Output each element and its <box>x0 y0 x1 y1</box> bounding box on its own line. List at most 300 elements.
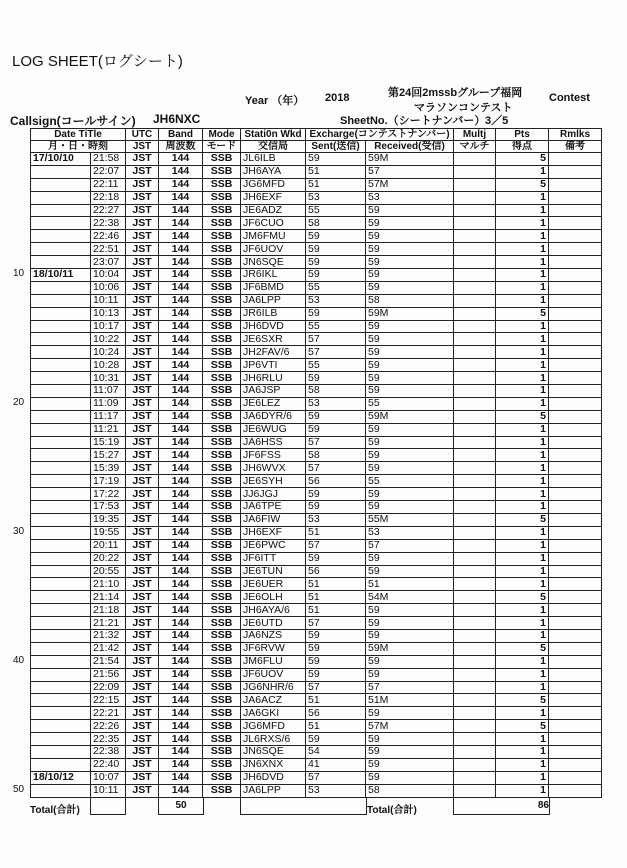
col-utc: UTC <box>126 129 159 141</box>
cell-sent: 58 <box>306 385 366 398</box>
table-row <box>31 281 602 294</box>
cell-received: 59 <box>366 552 454 565</box>
cell-pts: 1 <box>496 604 549 617</box>
cell-pts: 5 <box>496 642 549 655</box>
cell-mode: SSB <box>203 372 241 385</box>
cell-remarks <box>549 733 602 746</box>
cell-station: JH6AYA <box>241 165 306 178</box>
cell-date <box>31 372 91 385</box>
cell-time: 10:17 <box>91 320 126 333</box>
cell-remarks <box>549 397 602 410</box>
table-row <box>31 733 602 746</box>
cell-remarks <box>549 668 602 681</box>
cell-date <box>31 423 91 436</box>
cell-remarks <box>549 307 602 320</box>
cell-received: 57 <box>366 165 454 178</box>
cell-pts: 1 <box>496 333 549 346</box>
table-row <box>31 578 602 591</box>
cell-time: 15:19 <box>91 436 126 449</box>
cell-pts: 1 <box>496 539 549 552</box>
cell-utc: JST <box>126 501 159 514</box>
col-station-jp: 交信局 <box>241 141 306 153</box>
cell-station: JN6XNX <box>241 758 306 771</box>
cell-utc: JST <box>126 217 159 230</box>
cell-multi <box>454 488 496 501</box>
cell-received: 59 <box>366 346 454 359</box>
cell-multi <box>454 397 496 410</box>
cell-mode: SSB <box>203 668 241 681</box>
cell-station: JA6HSS <box>241 436 306 449</box>
cell-pts: 1 <box>496 423 549 436</box>
cell-utc: JST <box>126 153 159 166</box>
header-row-2 <box>31 141 602 153</box>
cell-utc: JST <box>126 436 159 449</box>
cell-date <box>31 720 91 733</box>
cell-multi <box>454 513 496 526</box>
cell-utc: JST <box>126 745 159 758</box>
cell-date <box>31 230 91 243</box>
cell-multi <box>454 385 496 398</box>
cell-remarks <box>549 449 602 462</box>
cell-multi <box>454 720 496 733</box>
cell-station: JG6NHR/6 <box>241 681 306 694</box>
cell-received: 59 <box>366 488 454 501</box>
cell-pts: 1 <box>496 578 549 591</box>
cell-date <box>31 165 91 178</box>
cell-band: 144 <box>159 655 203 668</box>
cell-received: 59 <box>366 629 454 642</box>
cell-band: 144 <box>159 217 203 230</box>
cell-station: JA6LPP <box>241 294 306 307</box>
cell-station: JM6FMU <box>241 230 306 243</box>
cell-received: 59 <box>366 771 454 784</box>
cell-multi <box>454 745 496 758</box>
cell-band: 144 <box>159 745 203 758</box>
col-remarks-jp: 備考 <box>549 141 602 153</box>
cell-pts: 5 <box>496 410 549 423</box>
cell-sent: 53 <box>306 784 366 797</box>
cell-mode: SSB <box>203 552 241 565</box>
cell-station: JE6LEZ <box>241 397 306 410</box>
cell-time: 22:46 <box>91 230 126 243</box>
cell-remarks <box>549 720 602 733</box>
table-row <box>31 423 602 436</box>
cell-station: JH6DVD <box>241 320 306 333</box>
cell-utc: JST <box>126 372 159 385</box>
cell-band: 144 <box>159 281 203 294</box>
cell-utc: JST <box>126 320 159 333</box>
cell-received: 59M <box>366 153 454 166</box>
cell-pts: 1 <box>496 681 549 694</box>
cell-station: JJ6JGJ <box>241 488 306 501</box>
cell-sent: 59 <box>306 501 366 514</box>
cell-station: JA6GKI <box>241 707 306 720</box>
cell-pts: 1 <box>496 462 549 475</box>
cell-time: 10:22 <box>91 333 126 346</box>
cell-pts: 1 <box>496 294 549 307</box>
cell-date <box>31 629 91 642</box>
cell-received: 51M <box>366 694 454 707</box>
cell-band: 144 <box>159 294 203 307</box>
cell-mode: SSB <box>203 243 241 256</box>
cell-band: 144 <box>159 565 203 578</box>
cell-received: 59 <box>366 668 454 681</box>
cell-utc: JST <box>126 281 159 294</box>
cell-remarks <box>549 565 602 578</box>
cell-station: JA6NZS <box>241 629 306 642</box>
cell-received: 59 <box>366 501 454 514</box>
cell-time: 22:26 <box>91 720 126 733</box>
table-row <box>31 604 602 617</box>
cell-band: 144 <box>159 243 203 256</box>
cell-multi <box>454 359 496 372</box>
cell-utc: JST <box>126 191 159 204</box>
col-date-title: Date TiTle <box>31 129 126 141</box>
cell-station: JH6EXF <box>241 191 306 204</box>
cell-date <box>31 217 91 230</box>
cell-remarks <box>549 526 602 539</box>
cell-pts: 1 <box>496 256 549 269</box>
cell-pts: 1 <box>496 385 549 398</box>
cell-time: 22:35 <box>91 733 126 746</box>
col-station: Stati0n Wkd <box>241 129 306 141</box>
cell-utc: JST <box>126 333 159 346</box>
cell-remarks <box>549 346 602 359</box>
cell-station: JA6FIW <box>241 513 306 526</box>
cell-time: 10:31 <box>91 372 126 385</box>
cell-sent: 51 <box>306 591 366 604</box>
cell-band: 144 <box>159 707 203 720</box>
cell-mode: SSB <box>203 307 241 320</box>
cell-band: 144 <box>159 256 203 269</box>
cell-multi <box>454 333 496 346</box>
cell-date <box>31 501 91 514</box>
cell-mode: SSB <box>203 784 241 797</box>
cell-multi <box>454 758 496 771</box>
row-number: 50 <box>13 784 25 796</box>
cell-utc: JST <box>126 204 159 217</box>
cell-sent: 57 <box>306 539 366 552</box>
cell-pts: 5 <box>496 513 549 526</box>
cell-pts: 1 <box>496 784 549 797</box>
cell-time: 11:17 <box>91 410 126 423</box>
cell-station: JR6IKL <box>241 269 306 282</box>
cell-mode: SSB <box>203 513 241 526</box>
table-row <box>31 320 602 333</box>
cell-remarks <box>549 513 602 526</box>
table-row <box>31 462 602 475</box>
row-number: 40 <box>13 655 25 667</box>
cell-mode: SSB <box>203 539 241 552</box>
cell-mode: SSB <box>203 165 241 178</box>
cell-mode: SSB <box>203 333 241 346</box>
cell-time: 21:10 <box>91 578 126 591</box>
table-row <box>31 397 602 410</box>
cell-station: JA6ACZ <box>241 694 306 707</box>
cell-pts: 5 <box>496 307 549 320</box>
cell-pts: 1 <box>496 204 549 217</box>
table-row <box>31 513 602 526</box>
cell-band: 144 <box>159 642 203 655</box>
cell-pts: 1 <box>496 617 549 630</box>
cell-band: 144 <box>159 462 203 475</box>
cell-multi <box>454 243 496 256</box>
cell-station: JE6SYH <box>241 475 306 488</box>
cell-remarks <box>549 204 602 217</box>
cell-station: JH6RLU <box>241 372 306 385</box>
col-band: Band <box>159 129 203 141</box>
cell-pts: 1 <box>496 629 549 642</box>
cell-received: 59 <box>366 617 454 630</box>
cell-mode: SSB <box>203 578 241 591</box>
cell-sent: 53 <box>306 513 366 526</box>
cell-utc: JST <box>126 604 159 617</box>
col-received: Received(受信) <box>366 141 454 153</box>
cell-mode: SSB <box>203 449 241 462</box>
cell-received: 59 <box>366 604 454 617</box>
cell-band: 144 <box>159 204 203 217</box>
cell-sent: 58 <box>306 449 366 462</box>
contest-label: Contest <box>549 92 590 104</box>
cell-station: JE6TUN <box>241 565 306 578</box>
col-multi-jp: マルチ <box>454 141 496 153</box>
cell-station: JH6EXF <box>241 526 306 539</box>
cell-received: 54M <box>366 591 454 604</box>
cell-multi <box>454 539 496 552</box>
cell-time: 22:27 <box>91 204 126 217</box>
cell-remarks <box>549 333 602 346</box>
cell-station: JF6BMD <box>241 281 306 294</box>
cell-mode: SSB <box>203 720 241 733</box>
cell-date <box>31 410 91 423</box>
cell-utc: JST <box>126 513 159 526</box>
cell-sent: 51 <box>306 694 366 707</box>
cell-time: 21:58 <box>91 153 126 166</box>
col-multi: Multj <box>454 129 496 141</box>
cell-mode: SSB <box>203 501 241 514</box>
col-mode-jp: モード <box>203 141 241 153</box>
contest-name-line2: マラソンコンテスト <box>414 102 513 114</box>
cell-multi <box>454 307 496 320</box>
cell-date <box>31 333 91 346</box>
cell-remarks <box>549 191 602 204</box>
cell-station: JE6UER <box>241 578 306 591</box>
cell-pts: 1 <box>496 269 549 282</box>
cell-sent: 59 <box>306 642 366 655</box>
table-row <box>31 784 602 797</box>
cell-received: 59 <box>366 565 454 578</box>
cell-pts: 1 <box>496 733 549 746</box>
cell-band: 144 <box>159 668 203 681</box>
cell-received: 59 <box>366 745 454 758</box>
cell-time: 10:06 <box>91 281 126 294</box>
cell-pts: 1 <box>496 501 549 514</box>
cell-remarks <box>549 539 602 552</box>
table-row <box>31 501 602 514</box>
cell-sent: 59 <box>306 733 366 746</box>
cell-remarks <box>549 462 602 475</box>
cell-received: 57M <box>366 720 454 733</box>
cell-date <box>31 294 91 307</box>
cell-utc: JST <box>126 629 159 642</box>
cell-utc: JST <box>126 681 159 694</box>
cell-pts: 1 <box>496 475 549 488</box>
cell-time: 22:11 <box>91 178 126 191</box>
cell-multi <box>454 372 496 385</box>
cell-utc: JST <box>126 165 159 178</box>
cell-station: JP6VTI <box>241 359 306 372</box>
cell-station: JH6AYA/6 <box>241 604 306 617</box>
cell-sent: 58 <box>306 217 366 230</box>
cell-date <box>31 243 91 256</box>
cell-mode: SSB <box>203 629 241 642</box>
cell-sent: 59 <box>306 269 366 282</box>
cell-time: 22:09 <box>91 681 126 694</box>
cell-station: JF6CUO <box>241 217 306 230</box>
cell-mode: SSB <box>203 565 241 578</box>
cell-remarks <box>549 230 602 243</box>
cell-station: JF6UOV <box>241 668 306 681</box>
year-label: Year （年） <box>245 95 305 107</box>
contest-name-line1: 第24回2mssbグループ福岡 <box>388 87 523 99</box>
row-number: 20 <box>13 397 25 409</box>
cell-pts: 1 <box>496 436 549 449</box>
cell-band: 144 <box>159 230 203 243</box>
cell-mode: SSB <box>203 269 241 282</box>
cell-band: 144 <box>159 758 203 771</box>
cell-time: 15:39 <box>91 462 126 475</box>
cell-date <box>31 617 91 630</box>
cell-band: 144 <box>159 307 203 320</box>
table-row <box>31 346 602 359</box>
cell-sent: 51 <box>306 165 366 178</box>
cell-sent: 59 <box>306 256 366 269</box>
cell-multi <box>454 642 496 655</box>
callsign-value: JH6NXC <box>153 112 201 126</box>
cell-mode: SSB <box>203 462 241 475</box>
table-row <box>31 681 602 694</box>
cell-sent: 57 <box>306 681 366 694</box>
cell-received: 59M <box>366 410 454 423</box>
cell-remarks <box>549 294 602 307</box>
cell-remarks <box>549 269 602 282</box>
table-row <box>31 230 602 243</box>
cell-mode: SSB <box>203 410 241 423</box>
cell-utc: JST <box>126 552 159 565</box>
cell-band: 144 <box>159 449 203 462</box>
cell-utc: JST <box>126 178 159 191</box>
table-row <box>31 565 602 578</box>
cell-remarks <box>549 165 602 178</box>
cell-time: 10:13 <box>91 307 126 320</box>
cell-utc: JST <box>126 230 159 243</box>
cell-received: 59 <box>366 269 454 282</box>
table-row <box>31 488 602 501</box>
cell-sent: 53 <box>306 294 366 307</box>
cell-remarks <box>549 758 602 771</box>
cell-band: 144 <box>159 629 203 642</box>
cell-pts: 5 <box>496 178 549 191</box>
cell-sent: 59 <box>306 668 366 681</box>
cell-sent: 51 <box>306 178 366 191</box>
cell-band: 144 <box>159 397 203 410</box>
col-sent: Sent(送信) <box>306 141 366 153</box>
cell-mode: SSB <box>203 707 241 720</box>
band-total: 50 <box>158 798 204 815</box>
cell-remarks <box>549 642 602 655</box>
cell-remarks <box>549 410 602 423</box>
cell-multi <box>454 178 496 191</box>
table-row <box>31 720 602 733</box>
cell-received: 59 <box>366 243 454 256</box>
cell-date <box>31 204 91 217</box>
cell-date <box>31 191 91 204</box>
cell-date: 17/10/10 <box>31 153 91 166</box>
cell-mode: SSB <box>203 604 241 617</box>
cell-time: 10:24 <box>91 346 126 359</box>
cell-received: 59 <box>366 758 454 771</box>
cell-utc: JST <box>126 694 159 707</box>
table-row <box>31 359 602 372</box>
cell-time: 10:04 <box>91 269 126 282</box>
cell-band: 144 <box>159 784 203 797</box>
cell-multi <box>454 681 496 694</box>
cell-received: 59M <box>366 642 454 655</box>
cell-band: 144 <box>159 591 203 604</box>
cell-time: 22:38 <box>91 217 126 230</box>
cell-remarks <box>549 475 602 488</box>
cell-mode: SSB <box>203 655 241 668</box>
cell-remarks <box>549 385 602 398</box>
cell-station: JF6RVW <box>241 642 306 655</box>
cell-band: 144 <box>159 191 203 204</box>
cell-utc: JST <box>126 526 159 539</box>
table-row <box>31 655 602 668</box>
cell-remarks <box>549 591 602 604</box>
cell-remarks <box>549 578 602 591</box>
cell-mode: SSB <box>203 423 241 436</box>
cell-received: 59 <box>366 359 454 372</box>
table-row <box>31 758 602 771</box>
table-row <box>31 552 602 565</box>
cell-date <box>31 591 91 604</box>
cell-date: 18/10/11 <box>31 269 91 282</box>
cell-date <box>31 307 91 320</box>
cell-sent: 51 <box>306 526 366 539</box>
cell-station: JM6FLU <box>241 655 306 668</box>
cell-band: 144 <box>159 410 203 423</box>
cell-multi <box>454 256 496 269</box>
table-row <box>31 539 602 552</box>
cell-pts: 1 <box>496 655 549 668</box>
cell-mode: SSB <box>203 617 241 630</box>
cell-sent: 57 <box>306 346 366 359</box>
cell-remarks <box>549 707 602 720</box>
table-row <box>31 178 602 191</box>
cell-date <box>31 178 91 191</box>
cell-band: 144 <box>159 269 203 282</box>
cell-time: 21:54 <box>91 655 126 668</box>
cell-received: 53 <box>366 526 454 539</box>
cell-utc: JST <box>126 385 159 398</box>
cell-date <box>31 578 91 591</box>
cell-time: 22:15 <box>91 694 126 707</box>
cell-remarks <box>549 436 602 449</box>
cell-utc: JST <box>126 771 159 784</box>
cell-mode: SSB <box>203 153 241 166</box>
cell-date: 18/10/12 <box>31 771 91 784</box>
cell-multi <box>454 346 496 359</box>
